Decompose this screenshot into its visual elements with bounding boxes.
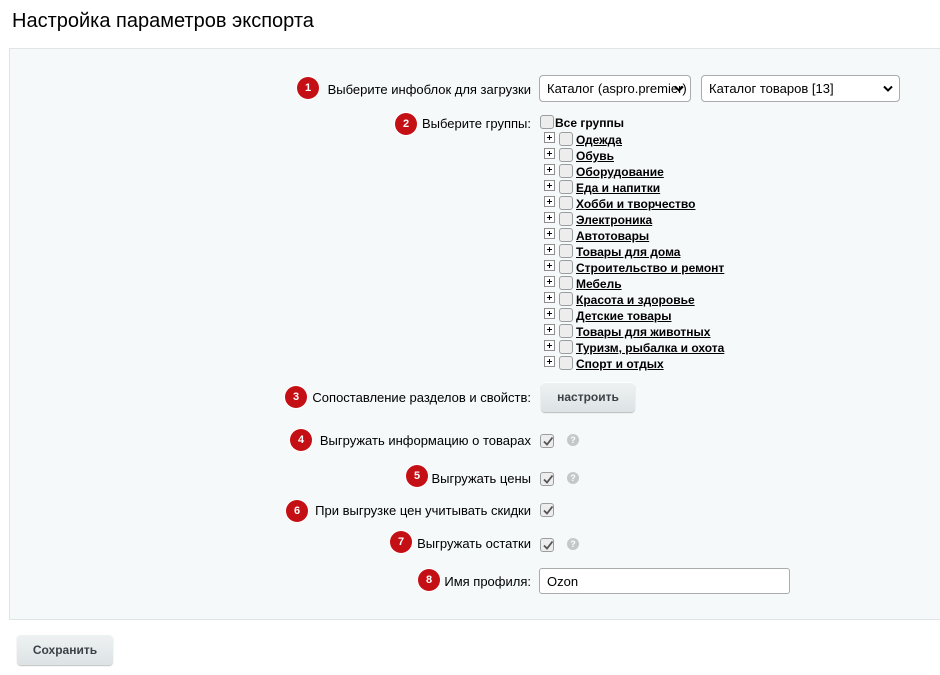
export-prices-label: Выгружать цены: [431, 471, 531, 486]
group-link[interactable]: Одежда: [576, 133, 622, 147]
group-link[interactable]: Детские товары: [576, 309, 672, 323]
export-prices-checkbox[interactable]: [540, 472, 554, 486]
check-icon: [542, 473, 554, 485]
expand-icon[interactable]: [544, 292, 555, 303]
group-link[interactable]: Мебель: [576, 277, 622, 291]
group-link[interactable]: Обувь: [576, 149, 615, 163]
group-checkbox[interactable]: [559, 132, 573, 146]
help-icon[interactable]: ?: [567, 434, 579, 446]
group-checkbox[interactable]: [559, 212, 573, 226]
export-info-label: Выгружать информацию о товарах: [319, 433, 531, 448]
check-icon: [542, 539, 554, 551]
group-checkbox[interactable]: [559, 292, 573, 306]
all-groups-label: Все группы: [555, 116, 624, 130]
step-badge-1: 1: [297, 77, 319, 99]
group-link[interactable]: Хобби и творчество: [576, 197, 696, 211]
help-icon[interactable]: ?: [567, 472, 579, 484]
group-checkbox[interactable]: [559, 228, 573, 242]
step-badge-7: 7: [390, 531, 412, 553]
discounts-checkbox[interactable]: [540, 503, 554, 517]
groups-label: Выберите группы:: [421, 116, 531, 131]
group-checkbox[interactable]: [559, 260, 573, 274]
expand-icon[interactable]: [544, 164, 555, 175]
help-icon[interactable]: ?: [567, 538, 579, 550]
iblock-label: Выберите инфоблок для загрузки: [327, 82, 531, 97]
expand-icon[interactable]: [544, 244, 555, 255]
step-badge-8: 8: [418, 569, 440, 591]
group-checkbox[interactable]: [559, 324, 573, 338]
expand-icon[interactable]: [544, 228, 555, 239]
expand-icon[interactable]: [544, 324, 555, 335]
step-badge-3: 3: [285, 386, 307, 408]
expand-icon[interactable]: [544, 308, 555, 319]
chevron-down-icon: [883, 85, 893, 93]
group-link[interactable]: Спорт и отдых: [576, 357, 664, 371]
step-badge-2: 2: [395, 113, 417, 135]
save-button[interactable]: Сохранить: [17, 634, 113, 665]
export-stock-label: Выгружать остатки: [417, 536, 531, 551]
group-link[interactable]: Товары для дома: [576, 245, 681, 259]
export-info-checkbox[interactable]: [540, 434, 554, 448]
group-link[interactable]: Туризм, рыбалка и охота: [576, 341, 725, 355]
group-link[interactable]: Электроника: [576, 213, 653, 227]
settings-panel: [9, 48, 940, 620]
profile-label: Имя профиля:: [444, 574, 531, 589]
step-badge-6: 6: [286, 500, 308, 522]
discounts-label: При выгрузке цен учитывать скидки: [315, 503, 531, 518]
group-checkbox[interactable]: [559, 164, 573, 178]
profile-name-input[interactable]: [539, 568, 790, 594]
group-checkbox[interactable]: [559, 308, 573, 322]
export-stock-checkbox[interactable]: [540, 538, 554, 552]
group-checkbox[interactable]: [559, 340, 573, 354]
expand-icon[interactable]: [544, 276, 555, 287]
group-checkbox[interactable]: [559, 196, 573, 210]
group-link[interactable]: Строительство и ремонт: [576, 261, 725, 275]
check-icon: [542, 435, 554, 447]
group-checkbox[interactable]: [559, 244, 573, 258]
expand-icon[interactable]: [544, 132, 555, 143]
step-badge-4: 4: [290, 429, 312, 451]
chevron-down-icon: [674, 85, 684, 93]
mapping-label: Сопоставление разделов и свойств:: [312, 390, 531, 405]
group-checkbox[interactable]: [559, 148, 573, 162]
iblock-select[interactable]: Каталог товаров [13]: [701, 75, 900, 102]
group-link[interactable]: Товары для животных: [576, 325, 711, 339]
group-checkbox[interactable]: [559, 180, 573, 194]
group-link[interactable]: Еда и напитки: [576, 181, 661, 195]
expand-icon[interactable]: [544, 340, 555, 351]
expand-icon[interactable]: [544, 212, 555, 223]
expand-icon[interactable]: [544, 180, 555, 191]
expand-icon[interactable]: [544, 260, 555, 271]
page-title: Настройка параметров экспорта: [12, 10, 314, 32]
all-groups-checkbox[interactable]: [540, 115, 554, 129]
expand-icon[interactable]: [544, 148, 555, 159]
group-checkbox[interactable]: [559, 356, 573, 370]
step-badge-5: 5: [406, 465, 428, 487]
group-checkbox[interactable]: [559, 276, 573, 290]
expand-icon[interactable]: [544, 356, 555, 367]
iblock-type-select[interactable]: Каталог (aspro.premier): [539, 75, 691, 102]
group-link[interactable]: Автотовары: [576, 229, 650, 243]
configure-button[interactable]: настроить: [541, 382, 635, 412]
expand-icon[interactable]: [544, 196, 555, 207]
group-link[interactable]: Красота и здоровье: [576, 293, 695, 307]
check-icon: [542, 504, 554, 516]
group-link[interactable]: Оборудование: [576, 165, 664, 179]
